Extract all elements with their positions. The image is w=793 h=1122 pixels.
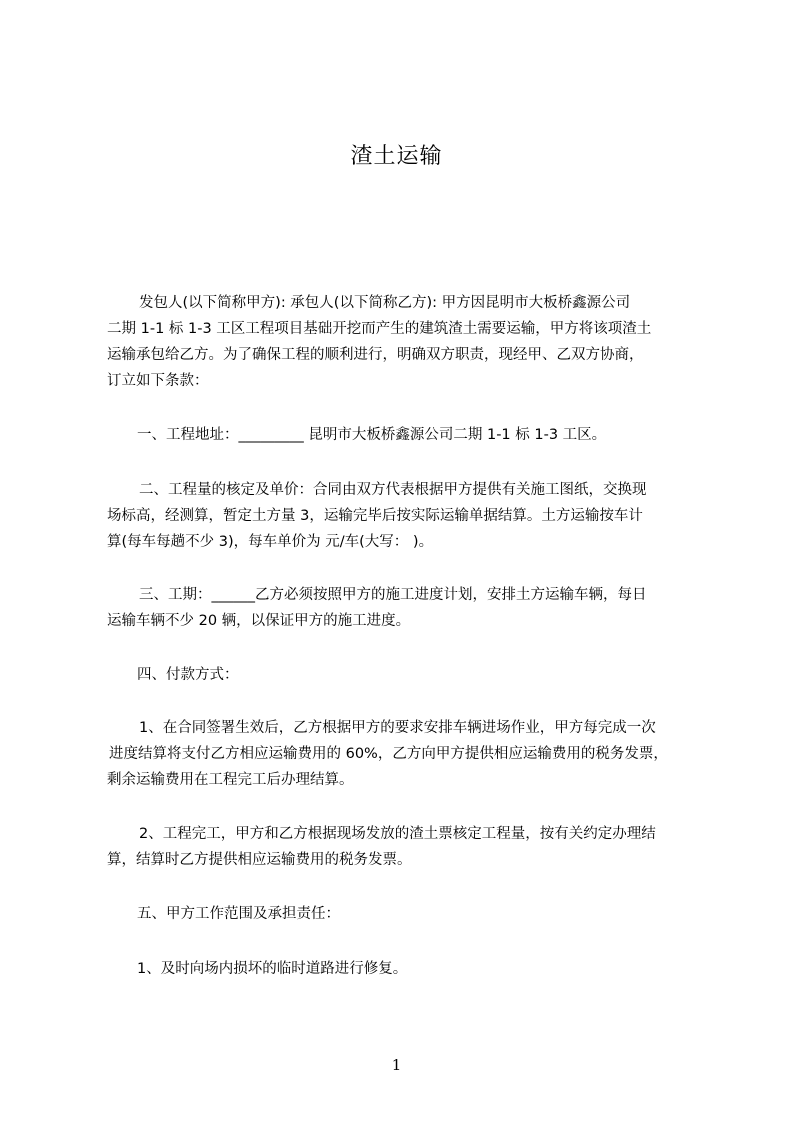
page-number: 1 [391, 1056, 402, 1074]
clause-4-item-2-line-2: 算，结算时乙方提供相应运输费用的税务发票。 [107, 852, 412, 868]
clause-4-item-1-line-2: 进度结算将支付乙方相应运输费用的 60%，乙方向甲方提供相应运输费用的税务发票， [109, 746, 668, 762]
clause-5-item-1: 1、及时向场内损坏的临时道路进行修复。 [137, 961, 408, 977]
clause-2-line-3: 算(每车每趟不少 3)，每车单价为 元/车(大写： )。 [107, 534, 434, 550]
clause-4-item-1-line-1: 1、在合同签署生效后，乙方根据甲方的要求安排车辆进场作业，甲方每完成一次 [139, 720, 656, 736]
clause-4-item-1-line-3: 剩余运输费用在工程完工后办理结算。 [107, 772, 354, 788]
clause-2-line-2: 场标高，经测算，暂定土方量 3，运输完毕后按实际运输单据结算。土方运输按车计 [107, 508, 643, 524]
paragraph-intro-line-2: 二期 1-1 标 1-3 工区工程项目基础开挖而产生的建筑渣土需要运输，甲方将该项渣土 [107, 321, 652, 337]
clause-4-item-2-line-1: 2、工程完工，甲方和乙方根据现场发放的渣土票核定工程量，按有关约定办理结 [139, 826, 656, 842]
paragraph-intro-line-1: 发包人(以下简称甲方): 承包人(以下简称乙方): 甲方因昆明市大板桥鑫源公司 [139, 295, 631, 311]
clause-5-heading: 五、甲方工作范围及承担责任： [137, 906, 340, 922]
clause-3-line-2: 运输车辆不少 20 辆，以保证甲方的施工进度。 [107, 613, 411, 629]
paragraph-intro-line-3: 运输承包给乙方。为了确保工程的顺利进行，明确双方职责，现经甲、乙双方协商， [107, 347, 644, 363]
clause-4-heading: 四、付款方式： [137, 667, 239, 683]
clause-2-line-1: 二、工程量的核定及单价：合同由双方代表根据甲方提供有关施工图纸，交换现 [139, 482, 647, 498]
clause-1-address: 一、工程地址：_________ 昆明市大板桥鑫源公司二期 1-1 标 1-3 工区。 [137, 427, 607, 443]
clause-3-line-1: 三、工期：______乙方必须按照甲方的施工进度计划，安排土方运输车辆，每日 [139, 587, 647, 603]
paragraph-intro-line-4: 订立如下条款： [107, 373, 209, 389]
document-title: 渣土运输 [350, 144, 443, 169]
